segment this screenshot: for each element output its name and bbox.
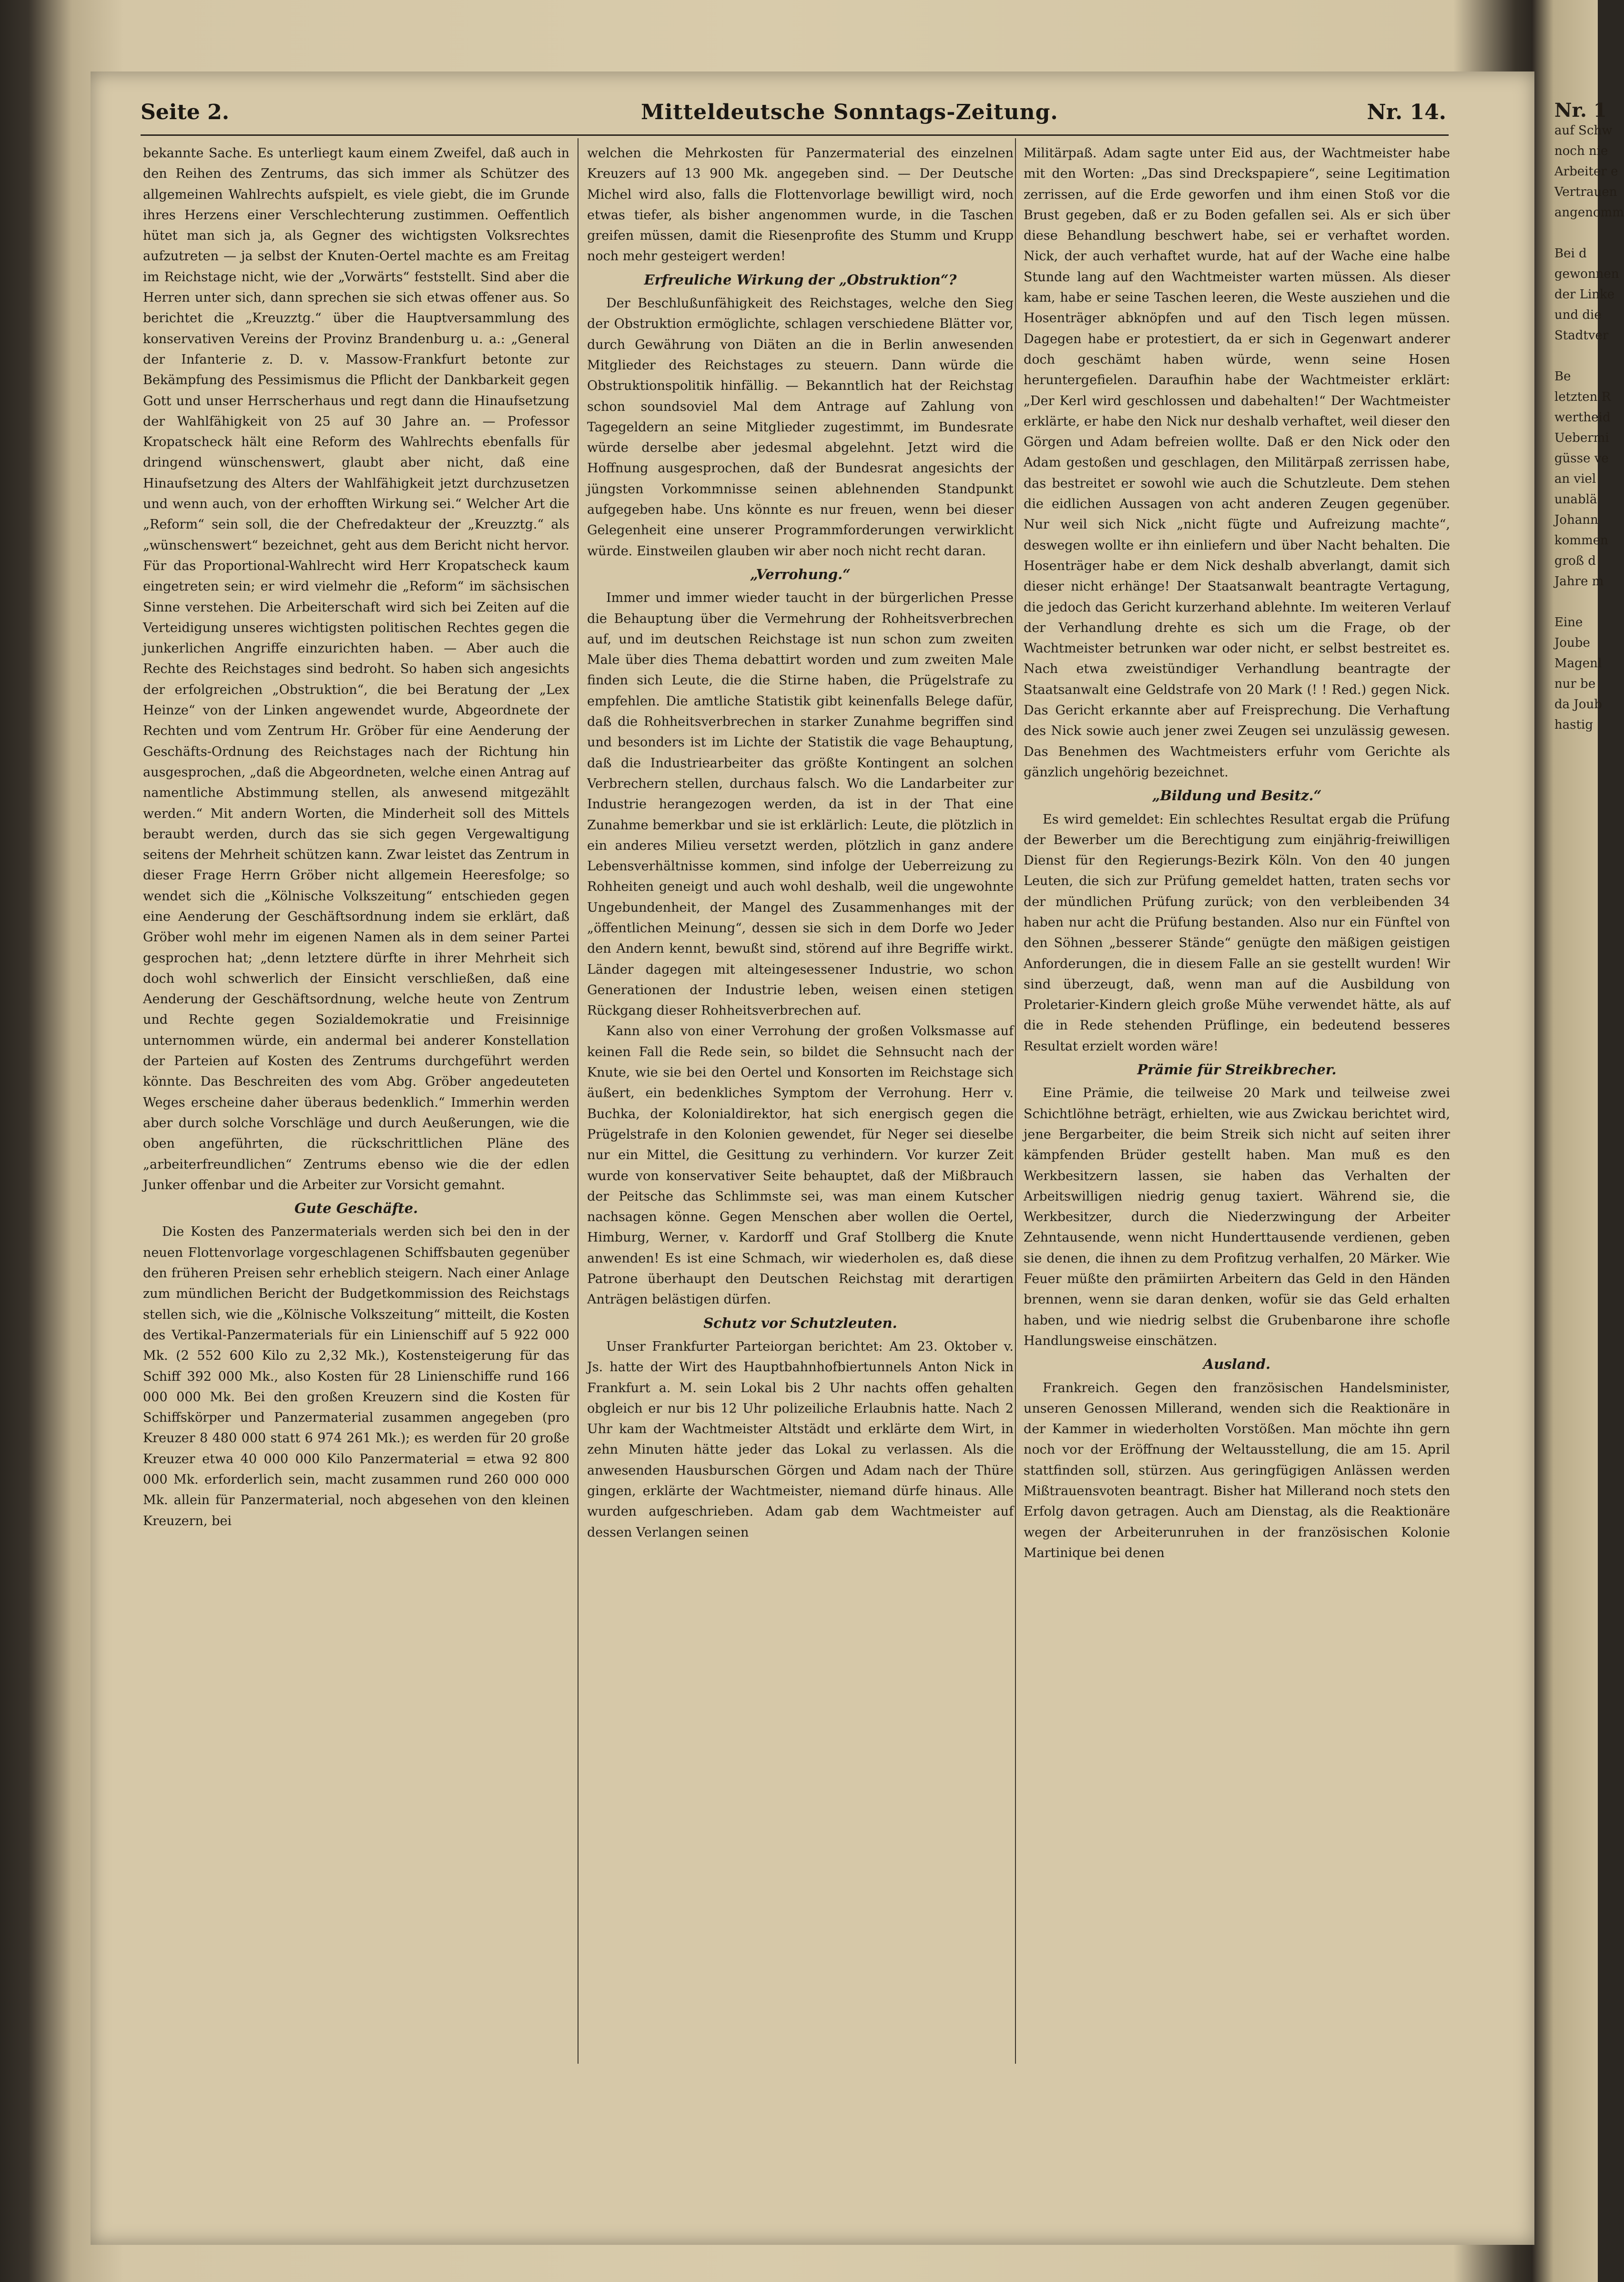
adjacent-page-line: gewonnen [1554, 267, 1619, 281]
adjacent-page-line [1554, 223, 1598, 244]
adjacent-page-line: groß d [1554, 554, 1596, 568]
adjacent-page-line: nur be [1554, 677, 1596, 691]
adjacent-page-line: letzten R [1554, 390, 1611, 404]
adjacent-page-strip [1554, 71, 1624, 2264]
article-paragraph: Kann also von einer Verrohung der großen Volksmasse auf keinen Fall die Rede sein, so bildet die Sehnsucht nach der Knute, wie sie bei den Oertel und Konsorten im Reichstage sich äußert, ein bedenkliches Symptom der Verrohung. Herr v. Buchka, der Kolonialdirektor, hat sich energisch gegen die Prügelstrafe in den Kolonien gewendet, für Neger sei dieselbe nur ein Mittel, die Gesittung zu verhindern. Vor kurzer Zeit wurde von konservativer Seite behauptet, daß der Mißbrauch der Peitsche das Schlimmste sei, was man einem Kutscher nachsagen könne. Gegen Menschen aber wollen die Oertel, Himburg, Werner, v. Kardorff und Graf Stollberg die Knute anwenden! Es ist eine Schmach, wir wiederholen es, daß diese Patrone überhaupt den Deutschen Reichstag mit derartigen Anträgen belästigen dürfen. [587, 1024, 1014, 1307]
adjacent-page-line [1554, 346, 1598, 367]
article-heading: Schutz vor Schutzleuten. [703, 1314, 897, 1331]
article-paragraph: Militärpaß. Adam sagte unter Eid aus, der Wachtmeister habe mit den Worten: „Das sind Dreckspapiere“, seine Legitimation zerrissen, auf die Erde geworfen und ihm einen Stoß vor die Brust gegeben, daß er zu Boden gefallen sei. Als er sich über diese Behandlung beschwert habe, sei er verhaftet worden. Nick, der auch verhaftet wurde, hat auf der Wache eine halbe Stunde lang auf den Wachtmeister warten müssen. Als dieser kam, habe er seine Taschen leeren, die Weste ausziehen und die Hosenträger abknöpfen und auf den Tisch legen müssen. Dagegen habe er protestiert, da er sich in Gegenwart anderer doch geschämt haben würde, wenn seine Hosen heruntergefielen. Daraufhin habe der Wachtmeister erklärt: „Der Kerl wird geschlossen und dabehalten!“ Der Wachtmeister erklärte, er habe den Nick nur deshalb verhaftet, weil dieser den Görgen und Adam befreien wollte. Daß er den Nick oder den Adam gestoßen und geschlagen, den Militärpaß zerrissen habe, das bestreitet er sowohl wie auch die Schutzleute. Dem stehen die eidlichen Aussagen von acht anderen Zeugen gegenüber. Nur weil sich Nick „nicht fügte und Aufreizung machte“, deswegen wollte er ihn einliefern und über Nacht behalten. Die Hosenträger habe er dem Nick deshalb abverlangt, damit sich dieser nicht erhänge! Der Staatsanwalt beantragte Vertagung, die jedoch das Gericht kurzerhand ablehnte. Im weiteren Verlauf der Verhandlung drehte es sich um die Frage, ob der Wachtmeister betrunken war oder nicht, er selbst bestreitet es. Nach etwa zweistündiger Verhandlung beantragte der Staatsanwalt eine Geldstrafe von 20 Mark (! ! Red.) gegen Nick. Das Gericht erkannte aber auf Freisprechung. Die Verhaftung des Nick sowie auch jener zwei Zeugen sei unzulässig gewesen. Das Benehmen des Wachtmeisters erfuhr vom Gerichte als gänzlich ungehörig bezeichnet. [1024, 146, 1450, 780]
adjacent-page-line: Arbeiter e [1554, 164, 1618, 179]
adjacent-page-line: Joube [1554, 636, 1590, 650]
adjacent-page-line: auf Schw [1554, 123, 1613, 138]
article-heading: „Bildung und Besitz.“ [1152, 787, 1322, 804]
article-heading: Prämie für Streikbrecher. [1137, 1061, 1337, 1078]
adjacent-page-line: und die [1554, 308, 1602, 322]
article-paragraph: Der Beschlußunfähigkeit des Reichstages, welche den Sieg der Obstruktion ermöglichte, schlagen verschiedene Blätter vor, durch Gewährung von Diäten an die in Berlin anwesenden Mitglieder des Reichstages zu steuern. Dann würde die Obstruktionspolitik hinfällig. — Bekanntlich hat der Reichstag schon soundsoviel Mal dem Antrage auf Zahlung von Tagegeldern an seine Mitglieder zugestimmt, im Bundesrate würde derselbe aber jedesmal abgelehnt. Jetzt wird die Hoffnung ausgesprochen, daß der Bundesrat angesichts der jüngsten Vorkommnisse seinen ablehnenden Standpunkt aufgegeben habe. Uns könnte es nur freuen, wenn bei dieser Gelegenheit eine unserer Programmforderungen verwirklicht würde. Einstweilen glauben wir aber noch nicht recht daran. [587, 296, 1014, 559]
column-rule-1 [578, 138, 579, 2064]
article-paragraph: Eine Prämie, die teilweise 20 Mark und teilweise zwei Schichtlöhne beträgt, erhielten, wie aus Zwickau berichtet wird, jene Bergarbeiter, die beim Streik sich nicht auf seiten ihrer kämpfenden Brüder gestellt haben. Man muß es den Werkbesitzern lassen, sie haben das Verhalten der Arbeitswilligen niedrig genug taxiert. Während sie, die Werkbesitzer, durch die Niederzwingung der Arbeiter Zehntausende, wenn nicht Hunderttausende verdienen, geben sie denen, die ihnen zu dem Profitzug verhalfen, 20 Märker. Wie Feuer müßte den prämiirten Arbeitern das Geld in den Händen brennen, wenn sie daran denken, wofür sie das Geld erhalten haben, und wie niedrig selbst die Grubenbarone ihre schofle Handlungsweise einschätzen. [1024, 1086, 1450, 1348]
article-heading: Erfreuliche Wirkung der „Obstruktion“? [644, 271, 957, 288]
adjacent-page-line: der Linke [1554, 287, 1615, 302]
article-paragraph: Unser Frankfurter Parteiorgan berichtet: Am 23. Oktober v. Js. hatte der Wirt des Hauptbahnhofbiertunnels Anton Nick in Frankfurt a. M. sein Lokal bis 2 Uhr nachts offen gehalten obgleich er nur bis 12 Uhr polizeiliche Erlaubnis hatte. Nach 2 Uhr kam der Wachtmeister Altstädt und erklärte dem Wirt, in zehn Minuten hätte jeder das Lokal zu verlassen. Als die anwesenden Hausburschen Görgen und Adam nach der Thüre gingen, erklärte der Wachtmeister, niemand dürfe hinaus. Alle wurden aufgeschrieben. Adam gab dem Wachtmeister auf dessen Verlangen seinen [587, 1339, 1014, 1540]
adjacent-page-line: Uebermi [1554, 431, 1609, 445]
article-paragraph: bekannte Sache. Es unterliegt kaum einem Zweifel, daß auch in den Reihen des Zentrums, das sich immer als Schützer des allgemeinen Wahlrechts aufspielt, es viele giebt, die im Grunde ihres Herzens einer Verschlechterung zustimmen. Oeffentlich hütet man sich ja, als Gegner des wichtigsten Volksrechtes aufzutreten — ja selbst der Knuten-Oertel machte es am Freitag im Reichstage nicht, wie der „Vorwärts“ feststellt. Sind aber die Herren unter sich, dann sprechen sie sich etwas offener aus. So berichtet die „Kreuzztg.“ über die Hauptversammlung des konservativen Vereins der Provinz Brandenburg u. a.: „General der Infanterie z. D. v. Massow-Frankfurt betonte zur Bekämpfung des Pessimismus die Pflicht der Dankbarkeit gegen Gott und unser Herrscherhaus und regt dann die Hinaufsetzung der Wahlfähigkeit von 25 auf 30 Jahre an. — Professor Kropatscheck hält eine Reform des Wahlrechts ebenfalls für dringend wünschenswert, glaubt aber nicht, daß eine Hinaufsetzung des Alters der Wahlfähigkeit jetzt durchzusetzen und wenn auch, von der erhofften Wirkung sei.“ Welcher Art die „Reform“ sein soll, die der Chefredakteur der „Kreuzztg.“ als „wünschenswert“ bezeichnet, geht aus dem Bericht nicht hervor. Für das Proportional-Wahlrecht wird Herr Kropatscheck kaum eingetreten sein; er wird vielmehr die „Reform“ im sächsischen Sinne verstehen. Die Arbeiterschaft wird sich bei Zeiten auf die Verteidigung unseres wichtigsten politischen Rechtes gegen die junkerlichen Angriffe einzurichten haben. — Aber auch die Rechte des Reichstages sind bedroht. So haben sich angesichts der erfolgreichen „Obstruktion“, die bei Beratung der „Lex Heinze“ von der Linken angewendet wurde, Abgeordnete der Rechten und vom Zentrum Hr. Gröber für eine Aenderung der Geschäfts-Ordnung des Reichstages nach der Richtung hin ausgesprochen, „daß die Abgeordneten, welche einen Antrag auf namentliche Abstimmung stellen, als anwesend mitgezählt werden.“ Mit andern Worten, die Minderheit soll des Mittels beraubt werden, durch das sie sich gegen Vergewaltigung seitens der Mehrheit schützen kann. Zwar leistet das Zentrum in dieser Frage Herrn Gröber nicht allgemein Heeresfolge; so wendet sich die „Kölnische Volkszeitung“ entschieden gegen eine Aenderung der Geschäftsordnung indem sie erklärt, daß Gröber wohl mehr im eigenen Namen als in dem seiner Partei gesprochen hat; „denn letztere dürfte in ihrer Mehrheit sich doch wohl schwerlich der Einsicht verschließen, daß eine Aenderung der Geschäftsordnung, welche heute von Zentrum und Rechte gegen Sozialdemokratie und Freisinnige unternommen würde, ein andermal bei anderer Konstellation der Parteien auf Kosten des Zentrums durchgeführt werden könnte. Das Beschreiten des vom Abg. Gröber angedeuteten Weges erscheine daher überaus bedenklich.“ Immerhin werden aber durch solche Vorschläge und durch Aeußerungen, wie die oben angeführten, die rückschrittlichen Pläne des „arbeiterfreundlichen“ Zentrums ebenso wie die der edlen Junker offenbar und die Arbeiter zur Vorsicht gemahnt. [143, 146, 569, 1192]
adjacent-page-line: Stadtver [1554, 328, 1609, 343]
article-paragraph: Es wird gemeldet: Ein schlechtes Resultat ergab die Prüfung der Bewerber um die Berechtigung zum einjährig-freiwilligen Dienst für den Regierungs-Bezirk Köln. Von den 40 jungen Leuten, die sich zur Prüfung gemeldet hatten, traten sechs vor der mündlichen Prüfung zurück; von den verbleibenden 34 haben nur acht die Prüfung bestanden. Also nur ein Fünftel von den Söhnen „besserer Stände“ genügte den mäßigen geistigen Anforderungen, die in diesem Falle an sie gestellt wurden! Wir sind überzeugt, daß, wenn man auf die Ausbildung von Proletarier-Kindern gleich große Mühe verwendet hätte, als auf die in Rede stehenden Prüflinge, ein bedeutend besseres Resultat erzielt worden wäre! [1024, 812, 1450, 1054]
adjacent-page-line: Magenl [1554, 656, 1602, 671]
article-heading: Gute Geschäfte. [294, 1200, 418, 1217]
article-paragraph: Die Kosten des Panzermaterials werden sich bei den in der neuen Flottenvorlage vorgeschlagenen Schiffsbauten gegenüber den früheren Preisen sehr erheblich steigern. Nach einer Anlage zum mündlichen Bericht der Budgetkommission des Reichstags stellen sich, wie die „Kölnische Volkszeitung“ mitteilt, die Kosten des Vertikal-Panzermaterials für ein Linienschiff auf 5 922 000 Mk. (2 552 600 Kilo zu 2,32 Mk.), Kostensteigerung für das Schiff 392 000 Mk., also Kosten für 28 Linienschiffe rund 166 000 000 Mk. Bei den großen Kreuzern sind die Kosten für Schiffskörper und Panzermaterial zusammen angegeben (pro Kreuzer 8 480 000 statt 6 974 261 Mk.); es werden für 20 große Kreuzer etwa 40 000 000 Kilo Panzermaterial = etwa 92 800 000 Mk. erforderlich sein, macht zusammen rund 260 000 000 Mk. allein für Panzermaterial, noch abgesehen von den kleinen Kreuzern, bei [143, 1224, 569, 1528]
page-header [141, 100, 1446, 138]
article-heading: „Verrohung.“ [750, 566, 851, 582]
adjacent-page-line: Jahre m [1554, 574, 1604, 589]
adjacent-page-line: kommen [1554, 533, 1608, 548]
adjacent-page-line: Bei d [1554, 246, 1587, 261]
article-paragraph: Frankreich. Gegen den französischen Handelsminister, unseren Genossen Millerand, wenden sich die Reaktionäre in der Kammer in wiederholten Vorstößen. Man möchte ihn gern noch vor der Eröffnung der Weltausstellung, die am 15. April stattfinden soll, stürzen. Aus geringfügigen Anlässen werden Mißtrauensvoten beantragt. Bisher hat Millerand noch stets den Erfolg davon getragen. Auch am Dienstag, als die Reaktionäre wegen der Arbeiterunruhen in der französischen Kolonie Martinique bei denen [1024, 1380, 1450, 1560]
adjacent-page-line: Be [1554, 369, 1571, 384]
issue-number: Nr. 14. [1367, 100, 1446, 124]
adjacent-page-header: Nr. 1 [1554, 99, 1607, 122]
article-heading: Ausland. [1203, 1356, 1271, 1373]
adjacent-page-line: noch nie [1554, 144, 1608, 158]
page-number: Seite 2. [141, 100, 230, 124]
article-paragraph: welchen die Mehrkosten für Panzermaterial des einzelnen Kreuzers auf 13 900 Mk. angegeben sind. — Der Deutsche Michel wird also, falls die Flottenvorlage bewilligt wird, noch etwas tiefer, als bisher angenommen wurde, in die Taschen greifen müssen, damit die Riesenprofite des Stumm und Krupp noch mehr gesteigert werden! [587, 146, 1014, 264]
adjacent-page-line: güsse ve [1554, 451, 1609, 466]
column-3 [1024, 143, 1450, 1563]
adjacent-page-line: unablä [1554, 492, 1597, 507]
article-paragraph: Immer und immer wieder taucht in der bürgerlichen Presse die Behauptung über die Vermehrung der Rohheitsverbrechen auf, und im deutschen Reichstage ist nun schon zum zweiten Male über dies Thema debattirt worden und zum zweiten Male finden sich Leute, die die Stirne haben, die Prügelstrafe zu empfehlen. Die amtliche Statistik gibt keinenfalls Belege dafür, daß die Rohheitsverbrechen in starker Zunahme begriffen sind und besonders ist im Lichte der Statistik die vage Behauptung, daß die Industriearbeiter das größte Kontingent an solchen Verbrechern stellen, durchaus falsch. Wo die Landarbeiter zur Industrie herangezogen werden, da ist in der That eine Zunahme bemerkbar und sie ist erklärlich: Leute, die plötzlich in ein anderes Milieu versetzt werden, plötzlich in ganz andere Lebensverhältnisse kommen, sind infolge der Ueberreizung zu Rohheiten geneigt und auch wohl deshalb, weil die ungewohnte Ungebundenheit, der Mangel des Zusammenhanges mit der „öffentlichen Meinung“, dessen sie sich in dem Dorfe wo Jeder den Andern kennt, bewußt sind, störend auf ihre Begriffe wirkt. Länder dagegen mit alteingesessener Industrie, wo schon Generationen der Industrie leben, weisen einen stetigen Rückgang dieser Rohheitsverbrechen auf. [587, 591, 1014, 1019]
header-rule [141, 134, 1449, 136]
adjacent-page-line: an viel [1554, 472, 1596, 486]
adjacent-page-line: da Joub [1554, 697, 1602, 712]
adjacent-page-line: Vertrauen [1554, 185, 1617, 199]
adjacent-page-line: hastig [1554, 718, 1593, 732]
adjacent-page-line: Johann [1554, 513, 1598, 527]
column-2 [587, 143, 1014, 1543]
adjacent-page-line [1554, 592, 1598, 612]
adjacent-page-lines [1554, 121, 1624, 735]
adjacent-page-line: wertheid [1554, 410, 1611, 425]
column-rule-2 [1015, 138, 1016, 2064]
adjacent-page-line: Eine [1554, 615, 1583, 630]
adjacent-page-line: angenomm [1554, 205, 1624, 220]
column-1 [143, 143, 569, 1531]
masthead: Mitteldeutsche Sonntags-Zeitung. [641, 100, 1058, 124]
